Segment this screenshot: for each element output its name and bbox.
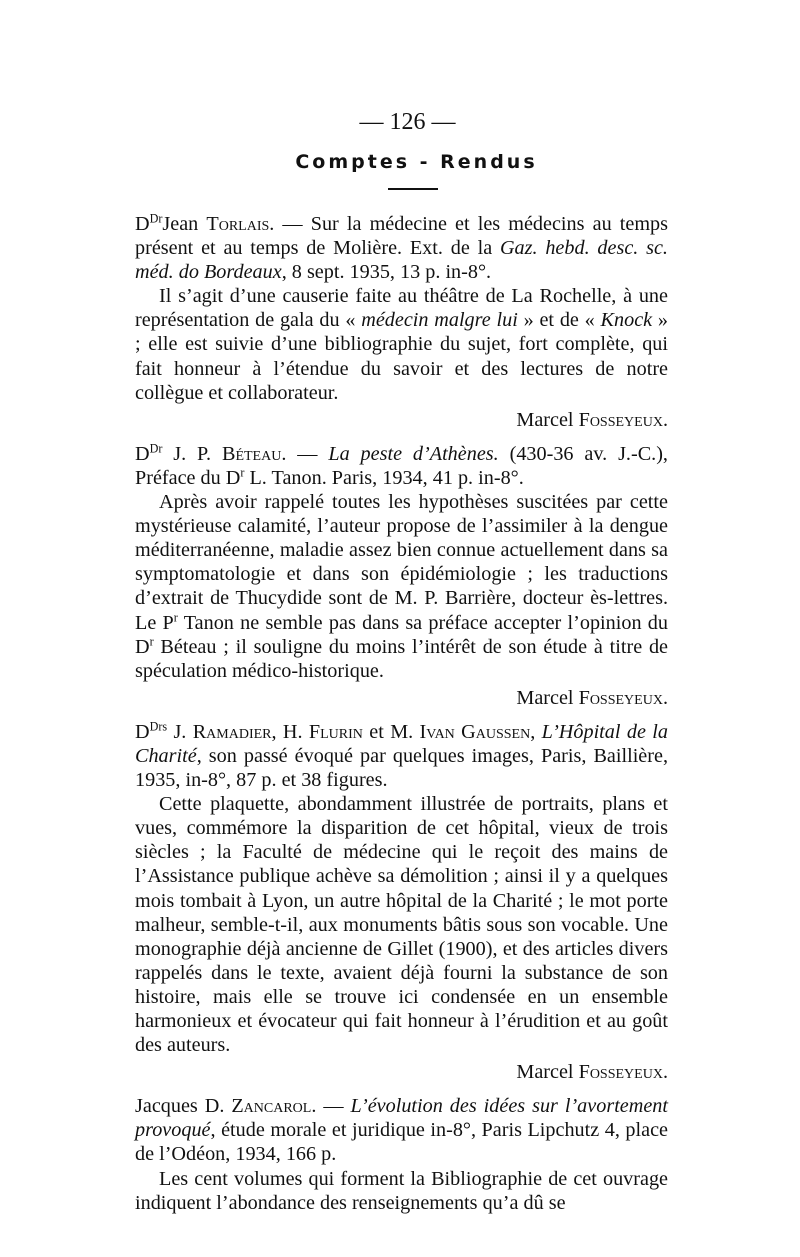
title-separator: . — [281,442,329,465]
bibliographic-reference [135,1094,668,1166]
title-rest: . — Sur la médecine et les médecins au temps présent et au temps de Molière. Ext. de la [135,213,668,260]
review-entry [135,1094,668,1214]
bibliographic-reference [135,442,668,490]
book-title: L’évolution des idées sur l’avortement provoqué [135,1095,668,1142]
title-prefix: $D^{Drs}$ [135,719,168,743]
authors-part: , [530,720,542,743]
title-separator: . — [311,1095,351,1118]
author-name: Ivan Gaussen [419,720,531,743]
title-prefix: $D^{Dr}$ [135,441,163,465]
title-prefix-sup: Dr [149,441,163,456]
author-name: Flurin [308,720,363,743]
signature-last: Fosseyeux. [578,686,668,709]
book-title: L’Hôpital de la Charité [135,720,668,767]
reviewer-signature [135,1060,668,1084]
title-rest: , son passé évoqué par quelques images, Paris, Baillière, 1935, in-8°, 87 p. et 38 figures. [135,744,668,792]
authors-part: , H. [271,720,309,743]
review-text-part: Béteau ; il souligne du moins l’intérêt de son étude à titre de spéculation médico-historique. [135,635,668,682]
signature-last: Fosseyeux. [578,1061,668,1084]
author-last: Torlais [206,213,270,235]
author-first: Jacques D. [135,1095,232,1118]
review-emphasis: Knock [600,309,653,332]
review-text-part: » et de « [517,309,601,332]
title-rule [388,188,438,190]
title-prefix: $D^{Dr}$ [135,211,163,235]
publication-details: , 8 sept. 1935, 13 p. in-8°. [281,261,492,284]
author-name: Ramadier [192,720,272,743]
title-rest: L. Tanon. Paris, 1934, 41 p. in-8°. [244,466,524,489]
page-number: — 126 — [359,109,456,135]
title-rest: (430-36 av. J.-C.), Préface du D [135,442,668,489]
section-title: Comptes - Rendus [295,151,538,173]
author-last: Béteau [221,442,282,465]
review-text: Les cent volumes qui forment la Bibliographie de cet ouvrage indiquent l’abondance des renseignements qu’a dû se [135,1167,668,1214]
review-text: Cette plaquette, abondamment illustrée de portraits, plans et vues, commémore la disparition de cet hôpital, vieux de trois siècles ; la Faculté de médecine qui le reçoit des mains de l’Assistance publique achève sa démolition ; ainsi il y a quelques mois tombait à Lyon, un autre hôpital de la Charité ; le mot porte malheur, semble-t-il, aux monuments bâtis sous son vocable. Une monographie déjà ancienne de Gillet (1900), et des articles divers rappelés dans le texte, avaient déjà fourni la substance de son histoire, mais elle se trouve ici condensée en un ensemble harmonieux et évocateur qui fait honneur à l’érudition et au goût des auteurs. [135,793,668,1057]
review-entry [135,212,668,432]
book-title: La peste d’Athènes. [328,442,499,465]
author-last: Zancarol [231,1095,312,1118]
review-text [135,490,668,683]
reviewer-signature [135,408,668,432]
review-text [135,284,668,404]
journal-name: Gaz. hebd. desc. sc. méd. do Bordeaux [135,237,668,284]
author-first: Jean [162,213,207,235]
title-prefix-sup: Drs [149,719,168,734]
page [135,108,668,1225]
review-text-part: Après avoir rappelé toutes les hypothèses suscitées par cette mystérieuse calamité, l’auteur propose de l’assimiler à la dengue méditerranéenne, maladie assez bien connue actuellement dans sa symptomatologie et dans son épidémiologie ; les traductions d’extrait de Thucydide sont de M. P. Barrière, docteur ès-lettres. Le P [135,491,668,634]
review-emphasis: médecin malgre lui [361,309,518,332]
title-rest-sup: r [240,465,245,480]
authors-part: et M. [362,720,420,743]
signature-first: Marcel [516,1061,579,1084]
review-sup: r [173,610,178,625]
author-first: J. P. [173,442,222,465]
bibliographic-reference [135,212,668,284]
signature-first: Marcel [516,408,579,431]
review-text-part: Tanon ne semble pas dans sa préface accepter l’opinion du D [135,611,668,658]
review-text-part: » ; elle est suivie d’une bibliographie du sujet, fort complète, qui fait honneur à l’étendue du savoir et des lectures de notre collègue et collaborateur. [135,309,669,404]
signature-first: Marcel [516,686,579,709]
title-prefix-sup: Dr [149,211,163,226]
reviewer-signature [135,686,668,710]
review-entry [135,442,668,710]
review-entry [135,720,668,1084]
review-sup: r [149,634,154,649]
bibliographic-reference [135,720,668,792]
review-text-part: Il s’agit d’une causerie faite au théâtre de La Rochelle, à une représentation de gala du « [135,285,668,332]
authors-part: J. [167,720,193,743]
title-rest: , étude morale et juridique in-8°, Paris Lipchutz 4, place de l’Odéon, 1934, 166 p. [135,1119,668,1166]
signature-last: Fosseyeux. [578,408,668,431]
